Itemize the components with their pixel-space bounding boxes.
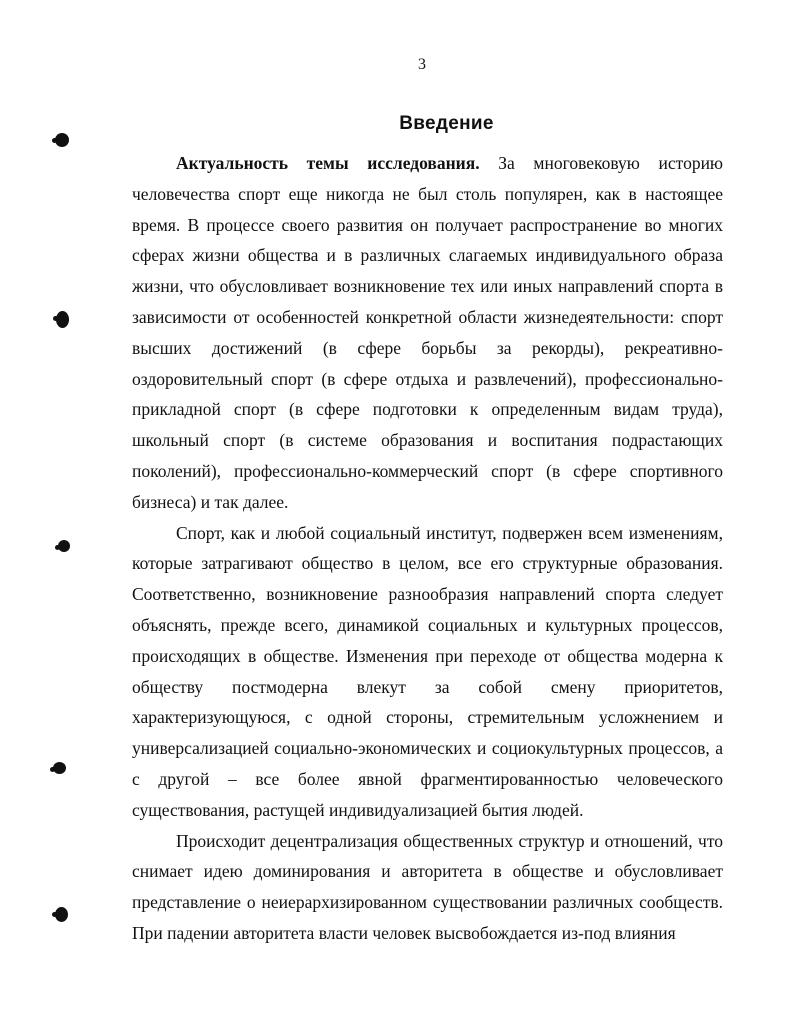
paragraph: Происходит децентрализация общественных структур и отношений, что снимает идею доминирования и авторитета в обществе и обусловливает представление о неиерархизированном существовании различных сообществ. При падении авторитета власти человек высвобождается из-под влияния <box>132 830 723 943</box>
punch-hole-mark <box>55 907 68 922</box>
body-text <box>132 148 723 949</box>
paragraph <box>132 148 723 518</box>
punch-hole-mark <box>58 540 70 552</box>
paragraph-text: За многовековую историю человечества спорт еще никогда не был столь популярен, как в настоящее время. В процессе своего развития он получает распространение во многих сферах жизни общества и в различных слагаемых индивидуального образа жизни, что обусловливает возникновение тех или иных направлений спорта в зависимости от особенностей конкретной области жизнедеятельности: спорт высших достижений (в сфере борьбы за рекорды), рекреативно-оздоровительный спорт (в сфере отдыха и развлечений), профессионально-прикладной спорт (в сфере подготовки к определенным видам труда), школьный спорт (в системе образования и воспитания подрастающих поколений), профессионально-коммерческий спорт (в сфере спортивного бизнеса) и так далее. <box>132 153 724 512</box>
punch-hole-mark <box>55 133 69 147</box>
punch-hole-mark <box>56 311 69 328</box>
punch-hole-mark <box>53 762 66 774</box>
section-heading: Введение <box>399 113 494 134</box>
paragraph: Спорт, как и любой социальный институт, подвержен всем изменениям, которые затрагивают общество в целом, все его структурные образования. Соответственно, возникновение разнообразия направлений спорта следует объяснять, прежде всего, динамикой социальных и культурных процессов, происходящих в обществе. Изменения при переходе от общества модерна к обществу постмодерна влекут за собой смену приоритетов, характеризующуюся, с одной стороны, стремительным усложнением и универсализацией социально-экономических и социокультурных процессов, а с другой – все более явной фрагментированностью человеческого существования, растущей индивидуализацией бытия людей. <box>132 522 723 820</box>
paragraph-lead: Актуальность темы исследования. <box>176 153 480 173</box>
page-number: 3 <box>418 56 426 73</box>
